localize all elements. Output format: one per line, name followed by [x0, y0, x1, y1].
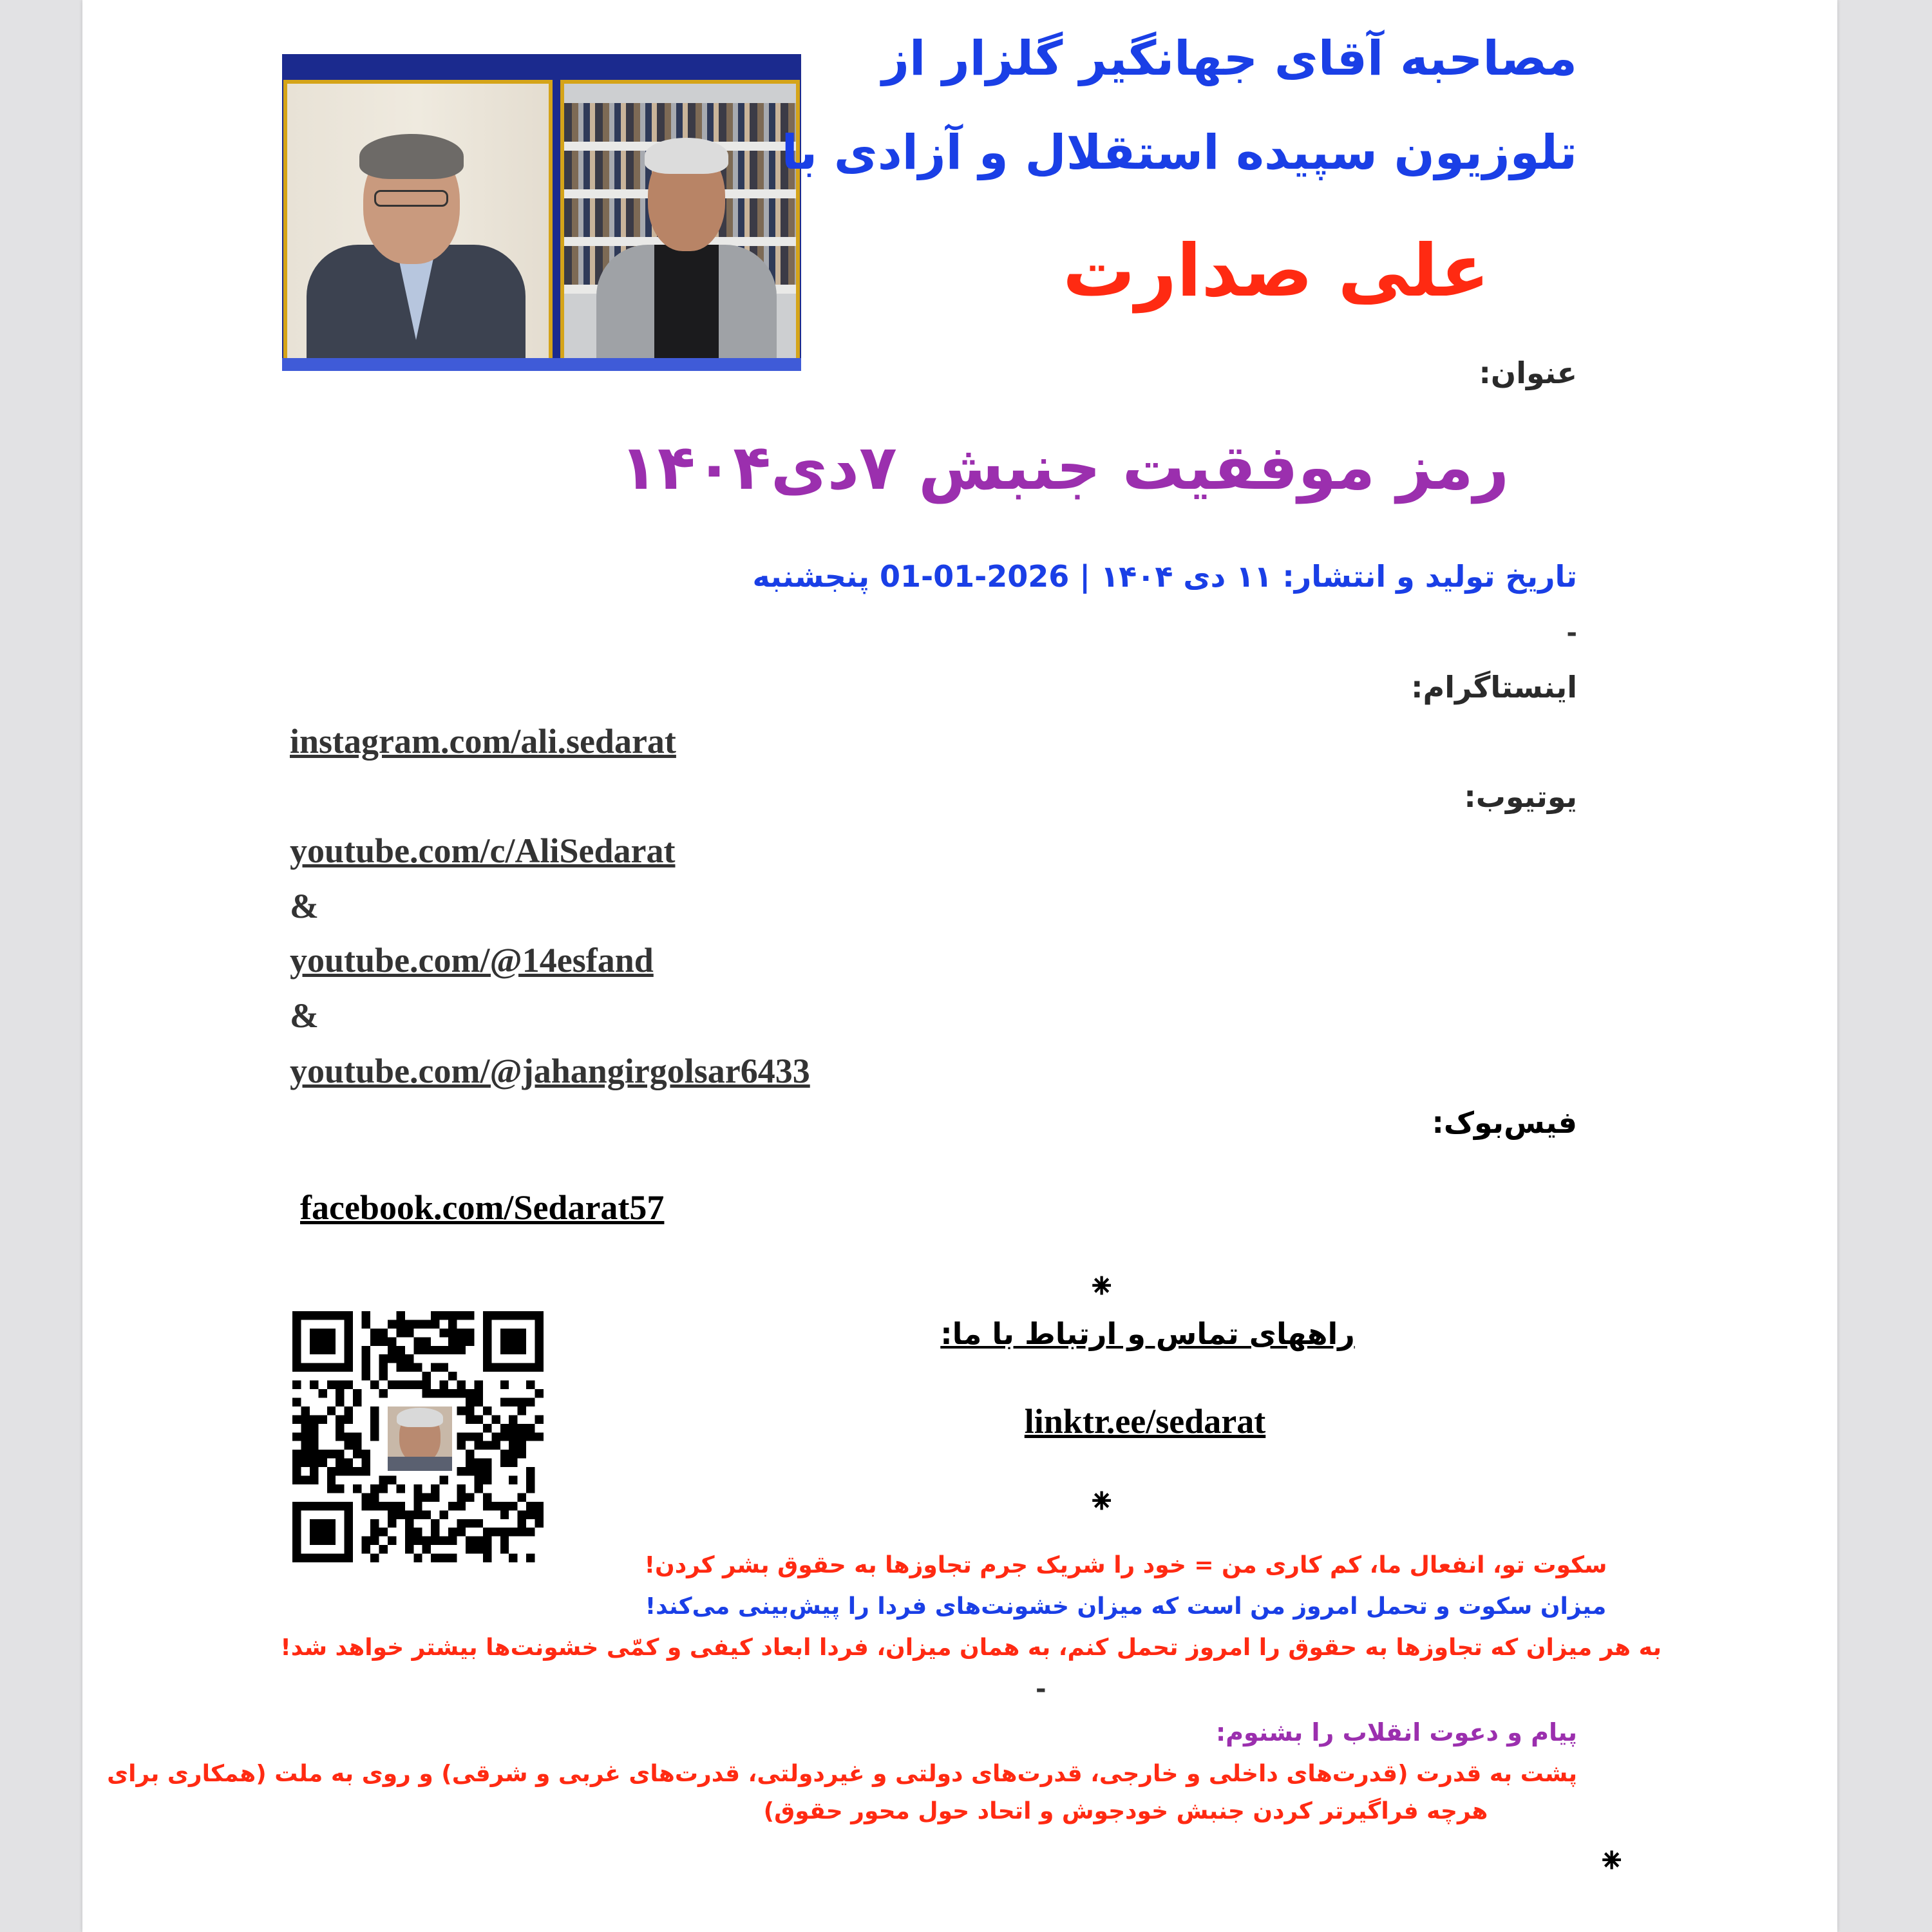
call-label: پیام و دعوت انقلاب را بشنوم:: [1215, 1718, 1577, 1747]
message-line-2: میزان سکوت و تحمل امروز من است که میزان خشونت‌های فردا را پیش‌بینی می‌کند!: [645, 1593, 1607, 1620]
qr-avatar: [386, 1405, 454, 1473]
ampersand: &: [290, 887, 319, 925]
subject-title: رمز موفقیت جنبش ۷دی۱۴۰۴: [620, 431, 1509, 504]
asterism-icon: ⁕: [1087, 1266, 1117, 1307]
video-ticker: [282, 358, 801, 371]
youtube-label: یوتیوب:: [1464, 779, 1577, 814]
youtube-link-jahangirgolsar[interactable]: youtube.com/@jahangirgolsar6433: [290, 1052, 810, 1090]
contact-label: راههای تماس و ارتباط با ما:: [940, 1316, 1355, 1351]
facebook-label: فیس‌بوک:: [1432, 1105, 1577, 1140]
speaker-name: علی صدارت: [1063, 229, 1490, 313]
video-thumbnail[interactable]: [282, 54, 801, 371]
asterism-icon: ⁕: [1597, 1841, 1627, 1881]
document-page: [82, 0, 1837, 1932]
interviewer-frame: [283, 80, 553, 370]
linktree-link[interactable]: linktr.ee/sedarat: [1024, 1402, 1266, 1441]
instagram-label: اینستاگرام:: [1411, 670, 1577, 705]
youtube-link-14esfand[interactable]: youtube.com/@14esfand: [290, 941, 654, 980]
header-line-2: تلوزیون سپیده استقلال و آزادی با: [781, 125, 1577, 180]
message-dash: -: [1036, 1674, 1046, 1704]
call-line-1: پشت به قدرت (قدرت‌های داخلی و خارجی، قدرت‌های دولتی و غیردولتی، قدرت‌های غربی و شرقی) و روی به ملت (همکاری برای: [107, 1761, 1577, 1787]
qr-code[interactable]: [292, 1311, 544, 1562]
instagram-link[interactable]: instagram.com/ali.sedarat: [290, 722, 676, 761]
asterism-icon: ⁕: [1087, 1481, 1117, 1522]
guest-frame: [560, 80, 800, 370]
call-line-2: هرچه فراگیرتر کردن جنبش خودجوش و اتحاد حول محور حقوق): [763, 1798, 1488, 1824]
header-line-1: مصاحبه آقای جهانگیر گلزار از: [882, 31, 1577, 86]
publish-date: تاریخ تولید و انتشار: ۱۱ دی ۱۴۰۴ | 2026-01-01 پنجشنبه: [752, 559, 1577, 594]
separator-dash: -: [1566, 618, 1577, 648]
ampersand: &: [290, 996, 319, 1035]
facebook-link[interactable]: facebook.com/Sedarat57: [300, 1188, 665, 1227]
youtube-link-alisedarat[interactable]: youtube.com/c/AliSedarat: [290, 831, 676, 870]
message-line-3: به هر میزان که تجاوزها به حقوق را امروز تحمل کنم، به همان میزان، فردا ابعاد کیفی و کمّی خشونت‌ها بیشتر خواهد شد!: [280, 1634, 1662, 1661]
subject-label: عنوان:: [1479, 355, 1577, 390]
message-line-1: سکوت تو، انفعال ما، کم کاری من = خود را شریک جرم تجاوزها به حقوق بشر کردن!: [644, 1552, 1607, 1578]
